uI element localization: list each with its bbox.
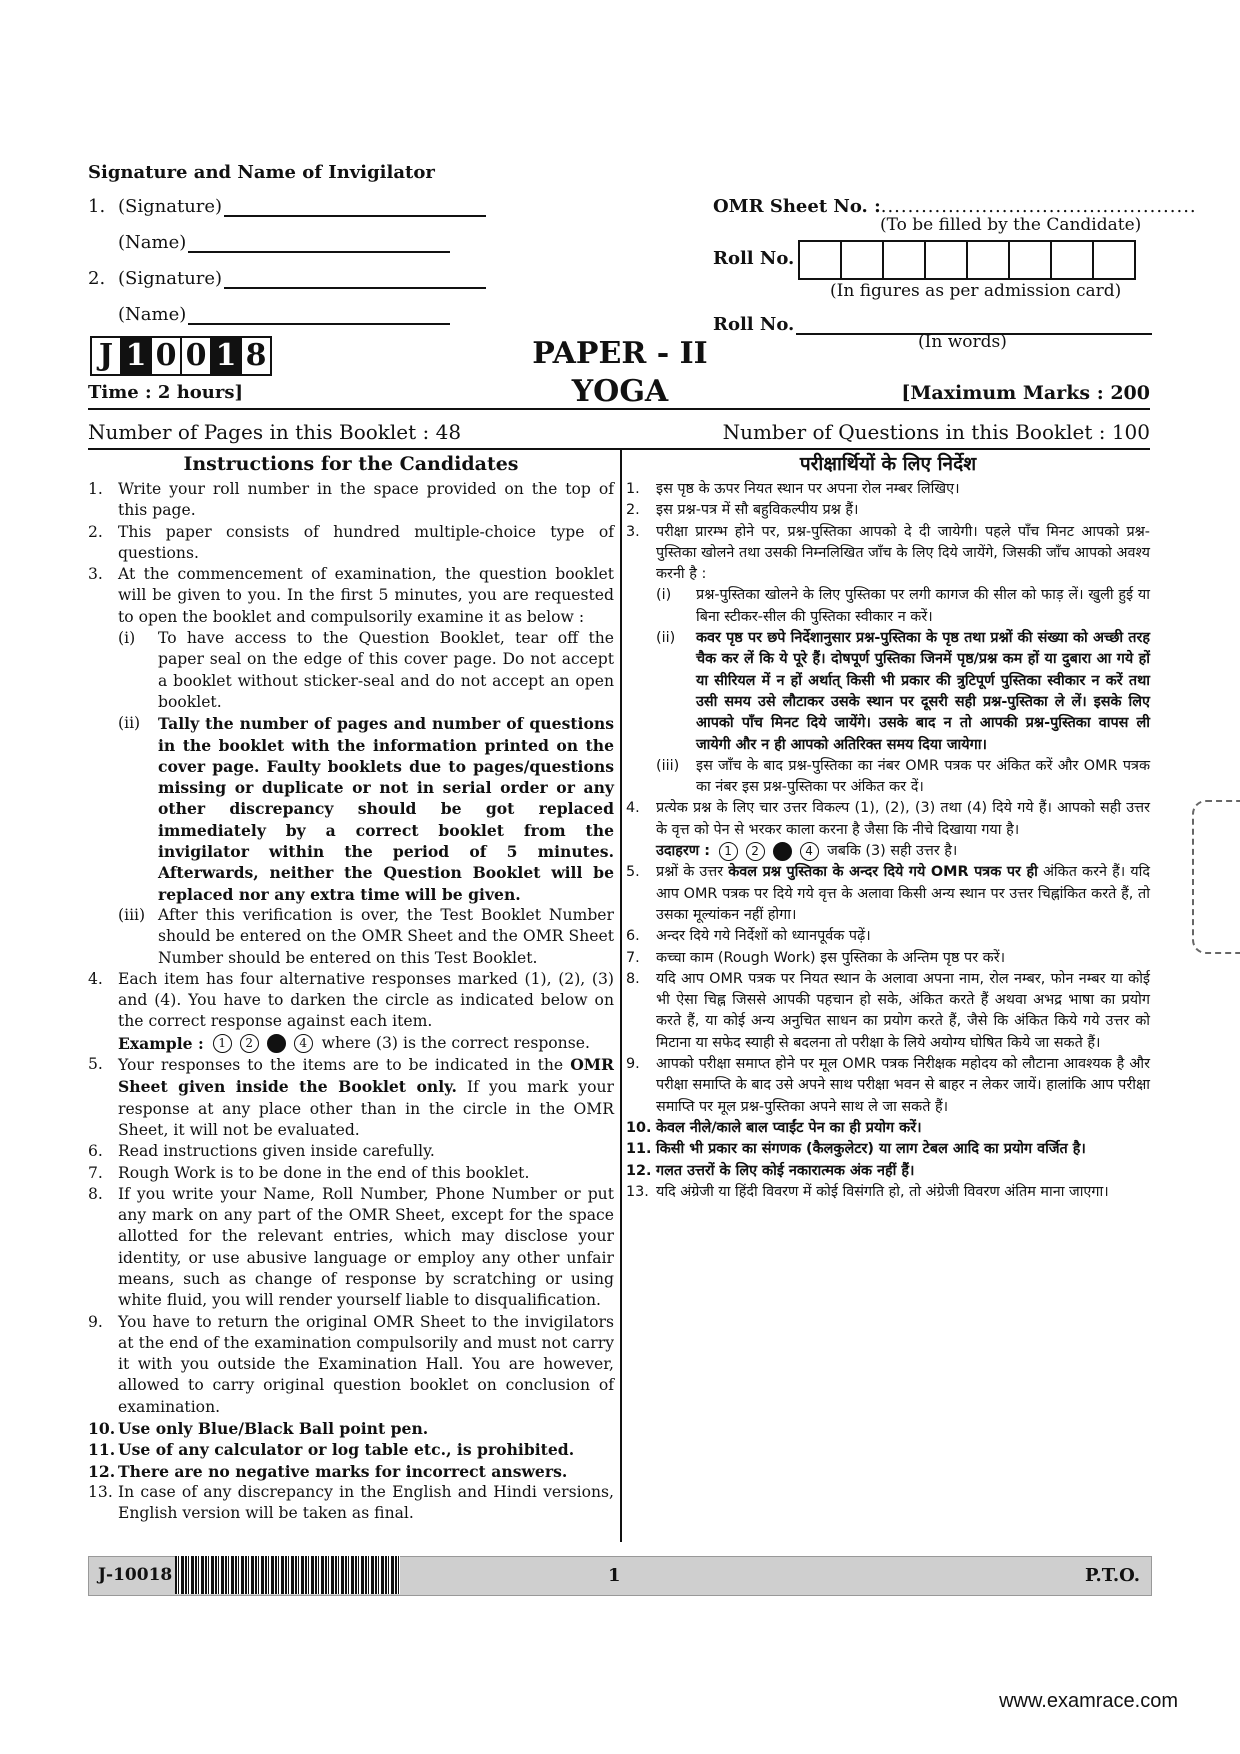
instruction-item: 4. Each item has four alternative responses marked (1), (2), (3) and (4). You have to darken the circle as indicated below on the correct response against each item. (88, 969, 614, 1031)
code-digit: 1 (212, 338, 242, 374)
website-link[interactable]: www.examrace.com (999, 1690, 1178, 1712)
instruction-subitem: (iii) इस जाँच के बाद प्रश्न-पुस्तिका का नंबर OMR पत्रक पर अंकित करें और OMR पत्रक का नंबर इस प्रश्न-पुस्तिका पर अंकित कर दें। (656, 757, 1150, 796)
instruction-item: 3. परीक्षा प्रारम्भ होने पर, प्रश्न-पुस्तिका आपको दे दी जायेगी। पहले पाँच मिनट आपको प्रश्न-पुस्तिका खोलने तथा उसकी निम्नलिखित जाँच के लिए दिये जायेंगे, जिसकी जाँच आपको अवश्य करनी है : (626, 523, 1150, 583)
instruction-subitem: (ii) Tally the number of pages and number of questions in the booklet with the information printed on the cover page. Faulty booklets due to pages/questions missing or duplicate or not in serial order or any other discrepancy should be got replaced immediately by a correct booklet from the invigilator within the period of 5 minutes. Afterwards, neither the Question Booklet will be replaced nor any extra time will be given. (118, 714, 614, 904)
instruction-item: 7. कच्चा काम (Rough Work) इस पुस्तिका के अन्तिम पृष्ठ पर करें। (626, 949, 1006, 966)
invigilator-heading: Signature and Name of Invigilator (88, 162, 435, 183)
omr-sheet-number: OMR Sheet No. :............................................... (713, 196, 1197, 217)
roll-digit-box[interactable] (926, 242, 968, 278)
column-divider (620, 450, 622, 1542)
instruction-item: 8. If you write your Name, Roll Number, Phone Number or put any mark on any part of the OMR Sheet, except for the space allotted for the relevant entries, which may disclose your identity, or use abusive language or employ any other unfair means, such as change of response by scratching or using white fluid, you will render yourself liable to disqualification. (88, 1184, 614, 1310)
instruction-item: 10. केवल नीले/काले बाल प्वाईंट पेन का ही प्रयोग करें। (626, 1119, 922, 1136)
roll-digit-box[interactable] (800, 242, 842, 278)
instruction-item: 1. Write your roll number in the space provided on the top of this page. (88, 480, 614, 520)
pto-label: P.T.O. (1084, 1565, 1140, 1586)
option-circle: 1 (719, 842, 738, 861)
booklet-info-row (88, 420, 1150, 444)
paper-title: PAPER - II (532, 336, 708, 371)
roll-number-words: Roll No. (713, 314, 1152, 335)
exam-duration: Time : 2 hours] (88, 382, 244, 403)
invigilator-name-2: (Name) (88, 304, 450, 325)
instruction-item: 2. This paper consists of hundred multiple-choice type of questions. (88, 522, 614, 562)
invigilator-name-1: (Name) (88, 232, 450, 253)
instruction-subitem: (iii) After this verification is over, the Test Booklet Number should be entered on the OMR Sheet and the OMR Sheet Number should be entered on this Test Booklet. (118, 905, 614, 967)
pages-count: Number of Pages in this Booklet : 48 (88, 420, 462, 444)
code-digit: 8 (245, 338, 267, 373)
option-circle-filled (773, 842, 792, 861)
instruction-item: 12. There are no negative marks for incorrect answers. (88, 1461, 568, 1481)
signature-line[interactable] (224, 197, 486, 217)
instruction-item: 9. आपको परीक्षा समाप्त होने पर मूल OMR पत्रक निरीक्षक महोदय को लौटाना आवश्यक है और परीक्षा समाप्ति के बाद उसे अपने साथ परीक्षा भवन से बाहर न लेकर जायें। हालांकि आप परीक्षा समाप्ति पर मूल प्रश्न-पुस्तिका अपने साथ ले जा सकते हैं। (626, 1056, 1150, 1115)
footer-code: J-10018 (98, 1565, 173, 1585)
option-circle: 1 (213, 1034, 232, 1053)
divider (88, 408, 1150, 410)
code-digit: 1 (122, 338, 152, 374)
name-line[interactable] (188, 305, 450, 325)
hindi-instructions (626, 452, 1150, 1203)
instruction-item: 13. In case of any discrepancy in the English and Hindi versions, English version will be taken as final. (88, 1482, 614, 1523)
instruction-item: 6. Read instructions given inside carefully. (88, 1142, 435, 1161)
code-digit: J (92, 338, 122, 374)
hindi-instructions-title: परीक्षार्थियों के लिए निर्देश (799, 453, 977, 475)
option-circle: 2 (746, 842, 765, 861)
figures-note: (In figures as per admission card) (830, 281, 1122, 301)
instruction-item: 11. Use of any calculator or log table etc., is prohibited. (88, 1440, 575, 1460)
cut-mark (1192, 800, 1240, 954)
roll-digit-box[interactable] (884, 242, 926, 278)
instruction-item: 5. Your responses to the items are to be indicated in the OMR Sheet given inside the Booklet only. If you mark your response at any place other than in the circle in the OMR Sheet, it will not be evaluated. (88, 1055, 614, 1139)
subject-title: YOGA (571, 374, 669, 409)
invigilator-signature-1: 1. (Signature) (88, 196, 486, 217)
paper-code-box (90, 336, 272, 376)
instruction-item: 7. Rough Work is to be done in the end of this booklet. (88, 1163, 530, 1182)
instruction-item: 5. प्रश्नों के उत्तर केवल प्रश्न पुस्तिका के अन्दर दिये गये OMR पत्रक पर ही अंकित करने हैं। यदि आप OMR पत्रक पर दिये गये वृत्त के अलावा किसी अन्य स्थान पर उत्तर चिह्नांकित करते हैं, तो उसका मूल्यांकन नहीं होगा। (626, 864, 1150, 923)
code-digit: 0 (182, 338, 212, 374)
roll-digit-box[interactable] (842, 242, 884, 278)
fill-note: (To be filled by the Candidate) (880, 215, 1142, 235)
instruction-subitem: (ii) कवर पृष्ठ पर छपे निर्देशानुसार प्रश्न-पुस्तिका के पृष्ठ तथा प्रश्नों की संख्या को अच्छी तरह चैक कर लें कि ये पूरे हैं। दोषपूर्ण पुस्तिका जिनमें पृष्ठ/प्रश्न कम हों या दुबारा आ गये हों या सीरियल में न हों अर्थात् किसी भी प्रकार की त्रुटिपूर्ण पुस्तिका स्वीकार न करें तथा उसी समय उसे लौटाकर उसके स्थान पर दूसरी सही प्रश्न-पुस्तिका ले लें। इसके लिए आपको पाँच मिनट दिये जायेंगे। उसके बाद न तो आपकी प्रश्न-पुस्तिका वापस ली जायेगी और न ही आपको अतिरिक्त समय दिया जायेगा। (656, 630, 1151, 753)
instruction-subitem: (i) प्रश्न-पुस्तिका खोलने के लिए पुस्तिका पर लगी कागज की सील को फाड़ लें। खुली हुई या बिना स्टीकर-सील की पुस्तिका स्वीकार न करें। (656, 587, 1150, 625)
english-instructions (88, 452, 614, 1525)
roll-number-boxes[interactable] (798, 240, 1136, 280)
divider (88, 448, 1150, 450)
roll-digit-box[interactable] (1010, 242, 1052, 278)
instruction-item: 2. इस प्रश्न-पत्र में सौ बहुविकल्पीय प्रश्न हैं। (626, 502, 859, 519)
roll-digit-box[interactable] (968, 242, 1010, 278)
instruction-item: 11. किसी भी प्रकार का संगणक (कैलकुलेटर) या लाग टेबल आदि का प्रयोग वर्जित है। (626, 1141, 1086, 1158)
option-circle: 4 (800, 842, 819, 861)
option-circle: 2 (240, 1034, 259, 1053)
page-number: 1 (608, 1565, 621, 1586)
instruction-item: 12. गलत उत्तरों के लिए कोई नकारात्मक अंक नहीं हैं। (626, 1162, 915, 1179)
instruction-item: 13. यदि अंग्रेजी या हिंदी विवरण में कोई विसंगति हो, तो अंग्रेजी विवरण अंतिम माना जाएगा। (626, 1183, 1109, 1200)
instruction-subitem: (i) To have access to the Question Booklet, tear off the paper seal on the edge of this cover page. Do not accept a booklet without sticker-seal and do not accept an open booklet. (118, 629, 614, 711)
maximum-marks: [Maximum Marks : 200 (901, 382, 1150, 404)
instruction-item: 6. अन्दर दिये गये निर्देशों को ध्यानपूर्वक पढ़ें। (626, 928, 871, 945)
roll-digit-box[interactable] (1094, 242, 1134, 278)
questions-count: Number of Questions in this Booklet : 100 (722, 420, 1150, 444)
roll-number-label: Roll No. (713, 248, 795, 269)
words-note: (In words) (918, 332, 1007, 352)
name-line[interactable] (188, 233, 450, 253)
invigilator-signature-2: 2. (Signature) (88, 268, 486, 289)
signature-line[interactable] (224, 269, 486, 289)
instruction-item: 10. Use only Blue/Black Ball point pen. (88, 1419, 429, 1439)
instruction-item: 4. प्रत्येक प्रश्न के लिए चार उत्तर विकल्प (1), (2), (3) तथा (4) दिये गये हैं। आपको सही उत्तर के वृत्त को पेन से भरकर काला करना है जैसा कि नीचे दिखाया गया है। (626, 800, 1150, 838)
example-row: उदाहरण : 1 2 4 जबकि (3) सही उत्तर है। (656, 841, 1150, 862)
option-circle: 4 (294, 1034, 313, 1053)
option-circle-filled (267, 1034, 286, 1053)
example-row: Example : 1 2 4 where (3) is the correct response. (118, 1033, 590, 1053)
code-digit: 0 (152, 338, 182, 374)
instruction-item: 9. You have to return the original OMR Sheet to the invigilators at the end of the examination compulsorily and must not carry it with you outside the Examination Hall. You are however, allowed to carry original question booklet on conclusion of examination. (88, 1312, 614, 1416)
instruction-item: 3. At the commencement of examination, the question booklet will be given to you. In the first 5 minutes, you are requested to open the booklet and compulsorily examine it as below : (88, 565, 614, 626)
barcode (175, 1556, 400, 1594)
english-instructions-title: Instructions for the Candidates (183, 453, 519, 475)
instruction-item: 1. इस पृष्ठ के ऊपर नियत स्थान पर अपना रोल नम्बर लिखिए। (626, 481, 960, 497)
instruction-item: 8. यदि आप OMR पत्रक पर नियत स्थान के अलावा अपना नाम, रोल नम्बर, फोन नम्बर या कोई भी ऐसा चिह्न जिससे आपकी पहचान हो सके, अंकित करते हैं अथवा अभद्र भाषा का प्रयोग करते हैं, या कोई अन्य अनुचित साधन का प्रयोग करते हैं, जैसे कि अंकित किये गये उत्तर को मिटाना या सफेद स्याही से बदलना तो परीक्षा के लिये अयोग्य घोषित किये जा सकते हैं। (626, 970, 1150, 1051)
roll-digit-box[interactable] (1052, 242, 1094, 278)
